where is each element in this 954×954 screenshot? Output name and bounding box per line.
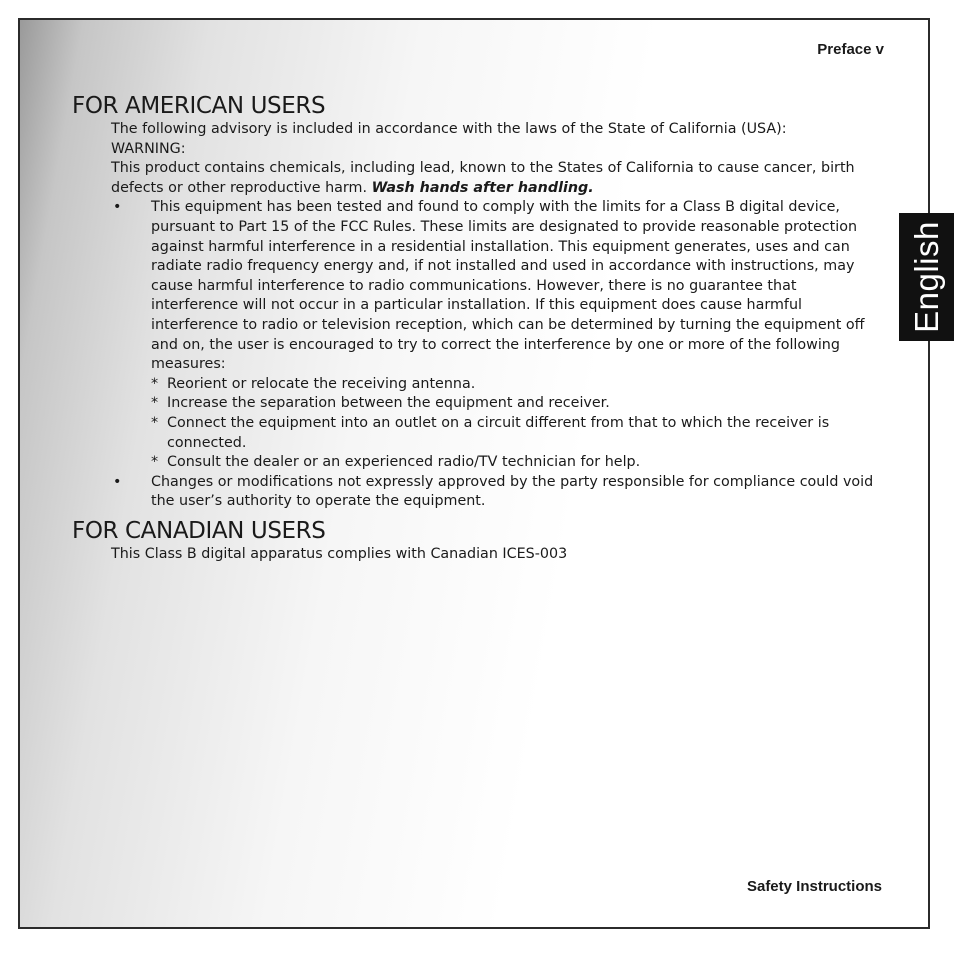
page-content xyxy=(72,92,887,564)
language-tab xyxy=(899,213,954,341)
fcc-compliance-text: This equipment has been tested and found to comply with the limits for a Class B digital device, pursuant to Part 15 of the FCC Rules. These limits are designated to provide reasonable protection against harmful interference in a residential installation. This equipment generates, uses and can radiate radio frequency energy and, if not installed and used in accordance with instructions, may cause harmful interference to radio communications. However, there is no guarantee that interference will not occur in a particular installation. If this equipment does cause harmful interference to radio or television reception, which can be determined by turning the equipment off and on, the user is encouraged to try to correct the interference by one or more of the following measures: xyxy=(151,199,865,373)
page-footer: Safety Instructions xyxy=(746,878,882,895)
product-warning-text: This product contains chemicals, including lead, known to the States of California to cause cancer, birth defects or other reproductive harm. xyxy=(111,160,855,196)
measures-list xyxy=(151,375,887,473)
measure-item: * Reorient or relocate the receiving antenna. xyxy=(151,375,887,395)
canadian-users-section xyxy=(72,517,887,565)
warning-label: WARNING: xyxy=(111,140,186,157)
page-header: Preface v xyxy=(817,41,884,58)
ices-compliance-text: This Class B digital apparatus complies with Canadian ICES-003 xyxy=(111,545,568,562)
american-users-section xyxy=(72,92,887,512)
modifications-text: Changes or modifications not expressly approved by the party responsible for compliance could void the user’s authority to operate the equipment. xyxy=(151,473,874,510)
measure-item: * Consult the dealer or an experienced radio/TV technician for help. xyxy=(151,453,887,473)
american-users-body xyxy=(111,120,887,512)
wash-hands-text: Wash hands after handling. xyxy=(371,179,594,196)
measure-item: * Connect the equipment into an outlet on a circuit different from that to which the receiver is connected. xyxy=(151,414,887,453)
american-users-heading: FOR AMERICAN USERS xyxy=(72,93,326,119)
canadian-users-body xyxy=(111,545,887,565)
canadian-users-heading: FOR CANADIAN USERS xyxy=(72,517,326,544)
language-tab-label: English xyxy=(907,221,945,333)
fcc-compliance-item xyxy=(111,198,887,472)
fcc-bullet-list xyxy=(111,198,887,512)
advisory-text: The following advisory is included in accordance with the laws of the State of California (USA): xyxy=(111,121,787,137)
modifications-item xyxy=(111,473,887,512)
product-warning xyxy=(111,159,887,198)
measure-item: * Increase the separation between the equipment and receiver. xyxy=(151,394,887,414)
